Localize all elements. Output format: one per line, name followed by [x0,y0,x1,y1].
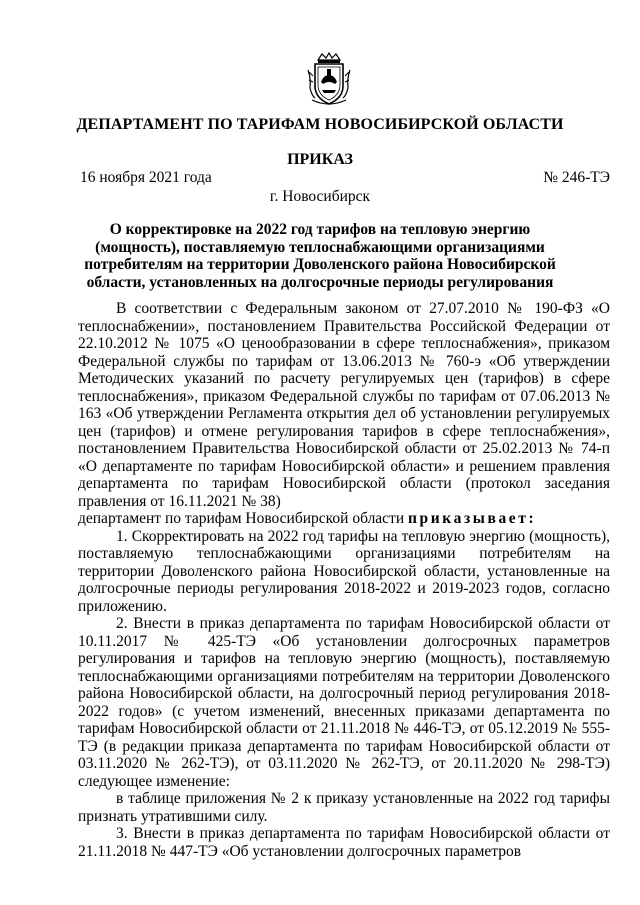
order-body [78,300,610,860]
order-date: 16 ноября 2021 года [80,169,212,186]
orders-word: приказывает: [408,510,537,527]
department-title: ДЕПАРТАМЕНТ ПО ТАРИФАМ НОВОСИБИРСКОЙ ОБЛАСТИ [76,116,564,133]
order-city: г. Новосибирск [269,188,371,205]
orders-lead: департамент по тарифам Новосибирской области [78,510,405,527]
item-3-paragraph: 3. Внести в приказ департамента по тарифам Новосибирской области от 21.11.2018 № 447-ТЭ «Об установлении долгосрочных параметров [78,825,610,860]
order-number: № 246-ТЭ [543,169,610,186]
preamble-paragraph: В соответствии с Федеральным законом от 27.07.2010 № 190-ФЗ «О теплоснабжении», постановлением Правительства Российской Федерации от 22.10.2012 № 1075 «О ценообразовании в сфере теплоснабжения», приказом Федеральной службы по тарифам от 13.06.2013 № 760-э «Об утверждении Методических указаний по расчету регулируемых цен (тарифов) в сфере теплоснабжения», приказом Федеральной службы по тарифам от 07.06.2013 № 163 «Об утверждении Регламента открытия дел об установлении регулируемых цен (тарифов) и отмене регулирования тарифов в сфере теплоснабжения», постановлением Правительства Новосибирской области от 25.02.2013 № 74-п «О департаменте по тарифам Новосибирской области» и решением правления департамента по тарифам Новосибирской области (протокол заседания правления от 16.11.2021 № 38) [78,300,610,510]
item-1-paragraph: 1. Скорректировать на 2022 год тарифы на тепловую энергию (мощность), поставляемую теплоснабжающими организациями потребителям на территории Доволенского района Новосибирской области, установленные на долгосрочные периоды регулирования 2018-2022 и 2019-2023 годов, согласно приложению. [78,527,610,615]
item-2-paragraph: 2. Внести в приказ департамента по тарифам Новосибирской области от 10.11.2017 № 425-ТЭ «Об установлении долгосрочных параметров регулирования и тарифов на тепловую энергию (мощность), поставляемую теплоснабжающими организациями потребителям на территории Доволенского района Новосибирской области, на долгосрочный период регулирования 2018-2022 годов» (с учетом изменений, внесенных приказами департамента по тарифам Новосибирской области от 21.11.2018 № 446-ТЭ, от 05.12.2019 № 555-ТЭ (в редакции приказа департамента по тарифам Новосибирской области от 03.11.2020 № 262-ТЭ), от 03.11.2020 № 262-ТЭ, от 20.11.2020 № 298-ТЭ) следующее изменение: [78,615,610,790]
document-type: ПРИКАЗ [287,151,353,168]
coat-of-arms-emblem [306,52,352,106]
orders-line [78,510,610,528]
order-title: О корректировке на 2022 год тарифов на тепловую энергию (мощность), поставляемую теплоснабжающими организациями потребителям на территории Доволенского района Новосибирской области, установленных на долгосрочные периоды регулирования [84,221,556,291]
item-2-change-paragraph: в таблице приложения № 2 к приказу установленные на 2022 год тарифы признать утратившими силу. [78,790,610,825]
